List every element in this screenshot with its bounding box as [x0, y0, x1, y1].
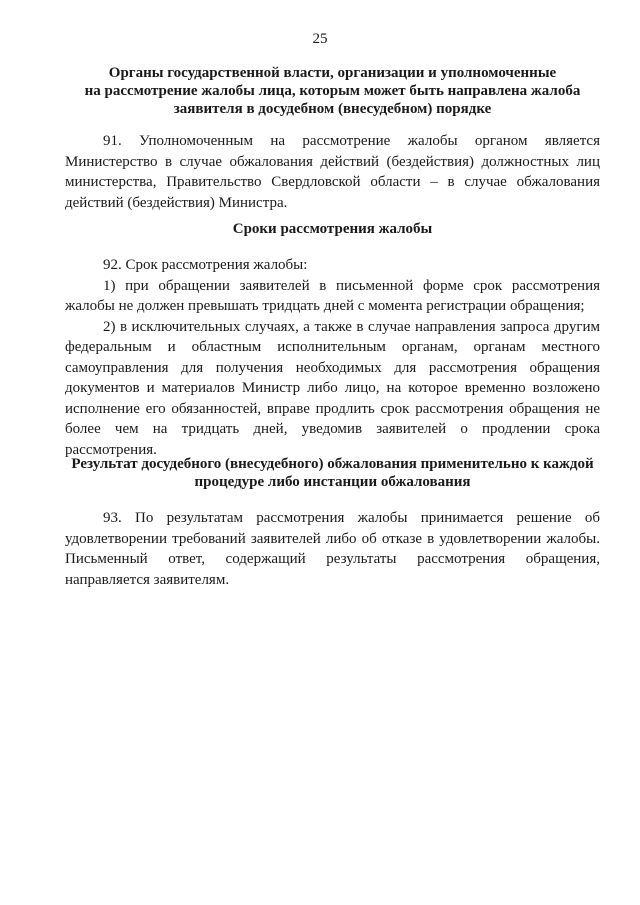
paragraph-92-item-1: 1) при обращении заявителей в письменной форме срок рассмотрения жалобы не должен превышать тридцать дней с момента регистрации обращения; [65, 277, 600, 314]
paragraph-91: 91. Уполномоченным на рассмотрение жалобы органом является Министерство в случае обжалования действий (бездействия) должностных лиц министерства, Правительство Свердловской области – в случае обжалования действий (бездействия) Министра. [65, 133, 600, 211]
section-body-appeal-result [65, 508, 600, 590]
section-heading-authorities [65, 64, 600, 118]
heading-line: процедуре либо инстанции обжалования [194, 474, 471, 490]
paragraph-93: 93. По результатам рассмотрения жалобы принимается решение об удовлетворении требований заявителей либо об отказе в удовлетворении жалобы. Письменный ответ, содержащий результаты рассмотрения обращения, направляется заявителям. [65, 510, 600, 588]
page-number: 25 [312, 31, 328, 47]
paragraph-92-item-2: 2) в исключительных случаях, а также в случае направления запроса другим федеральным и областным исполнительным органам, органам местного самоуправления для получения необходимых для рассмотрения обращения документов и материалов Министр либо лицо, на которое временно возложено исполнение его обязанностей, вправе продлить срок рассмотрения обращения не более чем на тридцать дней, уведомив заявителей о продлении срока рассмотрения. [65, 318, 600, 458]
section-heading-appeal-result [40, 455, 625, 491]
heading-line: на рассмотрение жалобы лица, которым может быть направлена жалоба [84, 83, 581, 99]
section-body-authorities [65, 131, 600, 213]
section-body-review-terms [65, 255, 600, 460]
paragraph-92: 92. Срок рассмотрения жалобы: [103, 257, 308, 273]
heading-line: Результат досудебного (внесудебного) обжалования применительно к каждой [71, 456, 594, 472]
heading-line: Сроки рассмотрения жалобы [232, 221, 433, 237]
section-heading-review-terms [65, 220, 600, 238]
heading-line: заявителя в досудебном (внесудебном) порядке [173, 101, 492, 117]
heading-line: Органы государственной власти, организации и уполномоченные [108, 65, 557, 81]
